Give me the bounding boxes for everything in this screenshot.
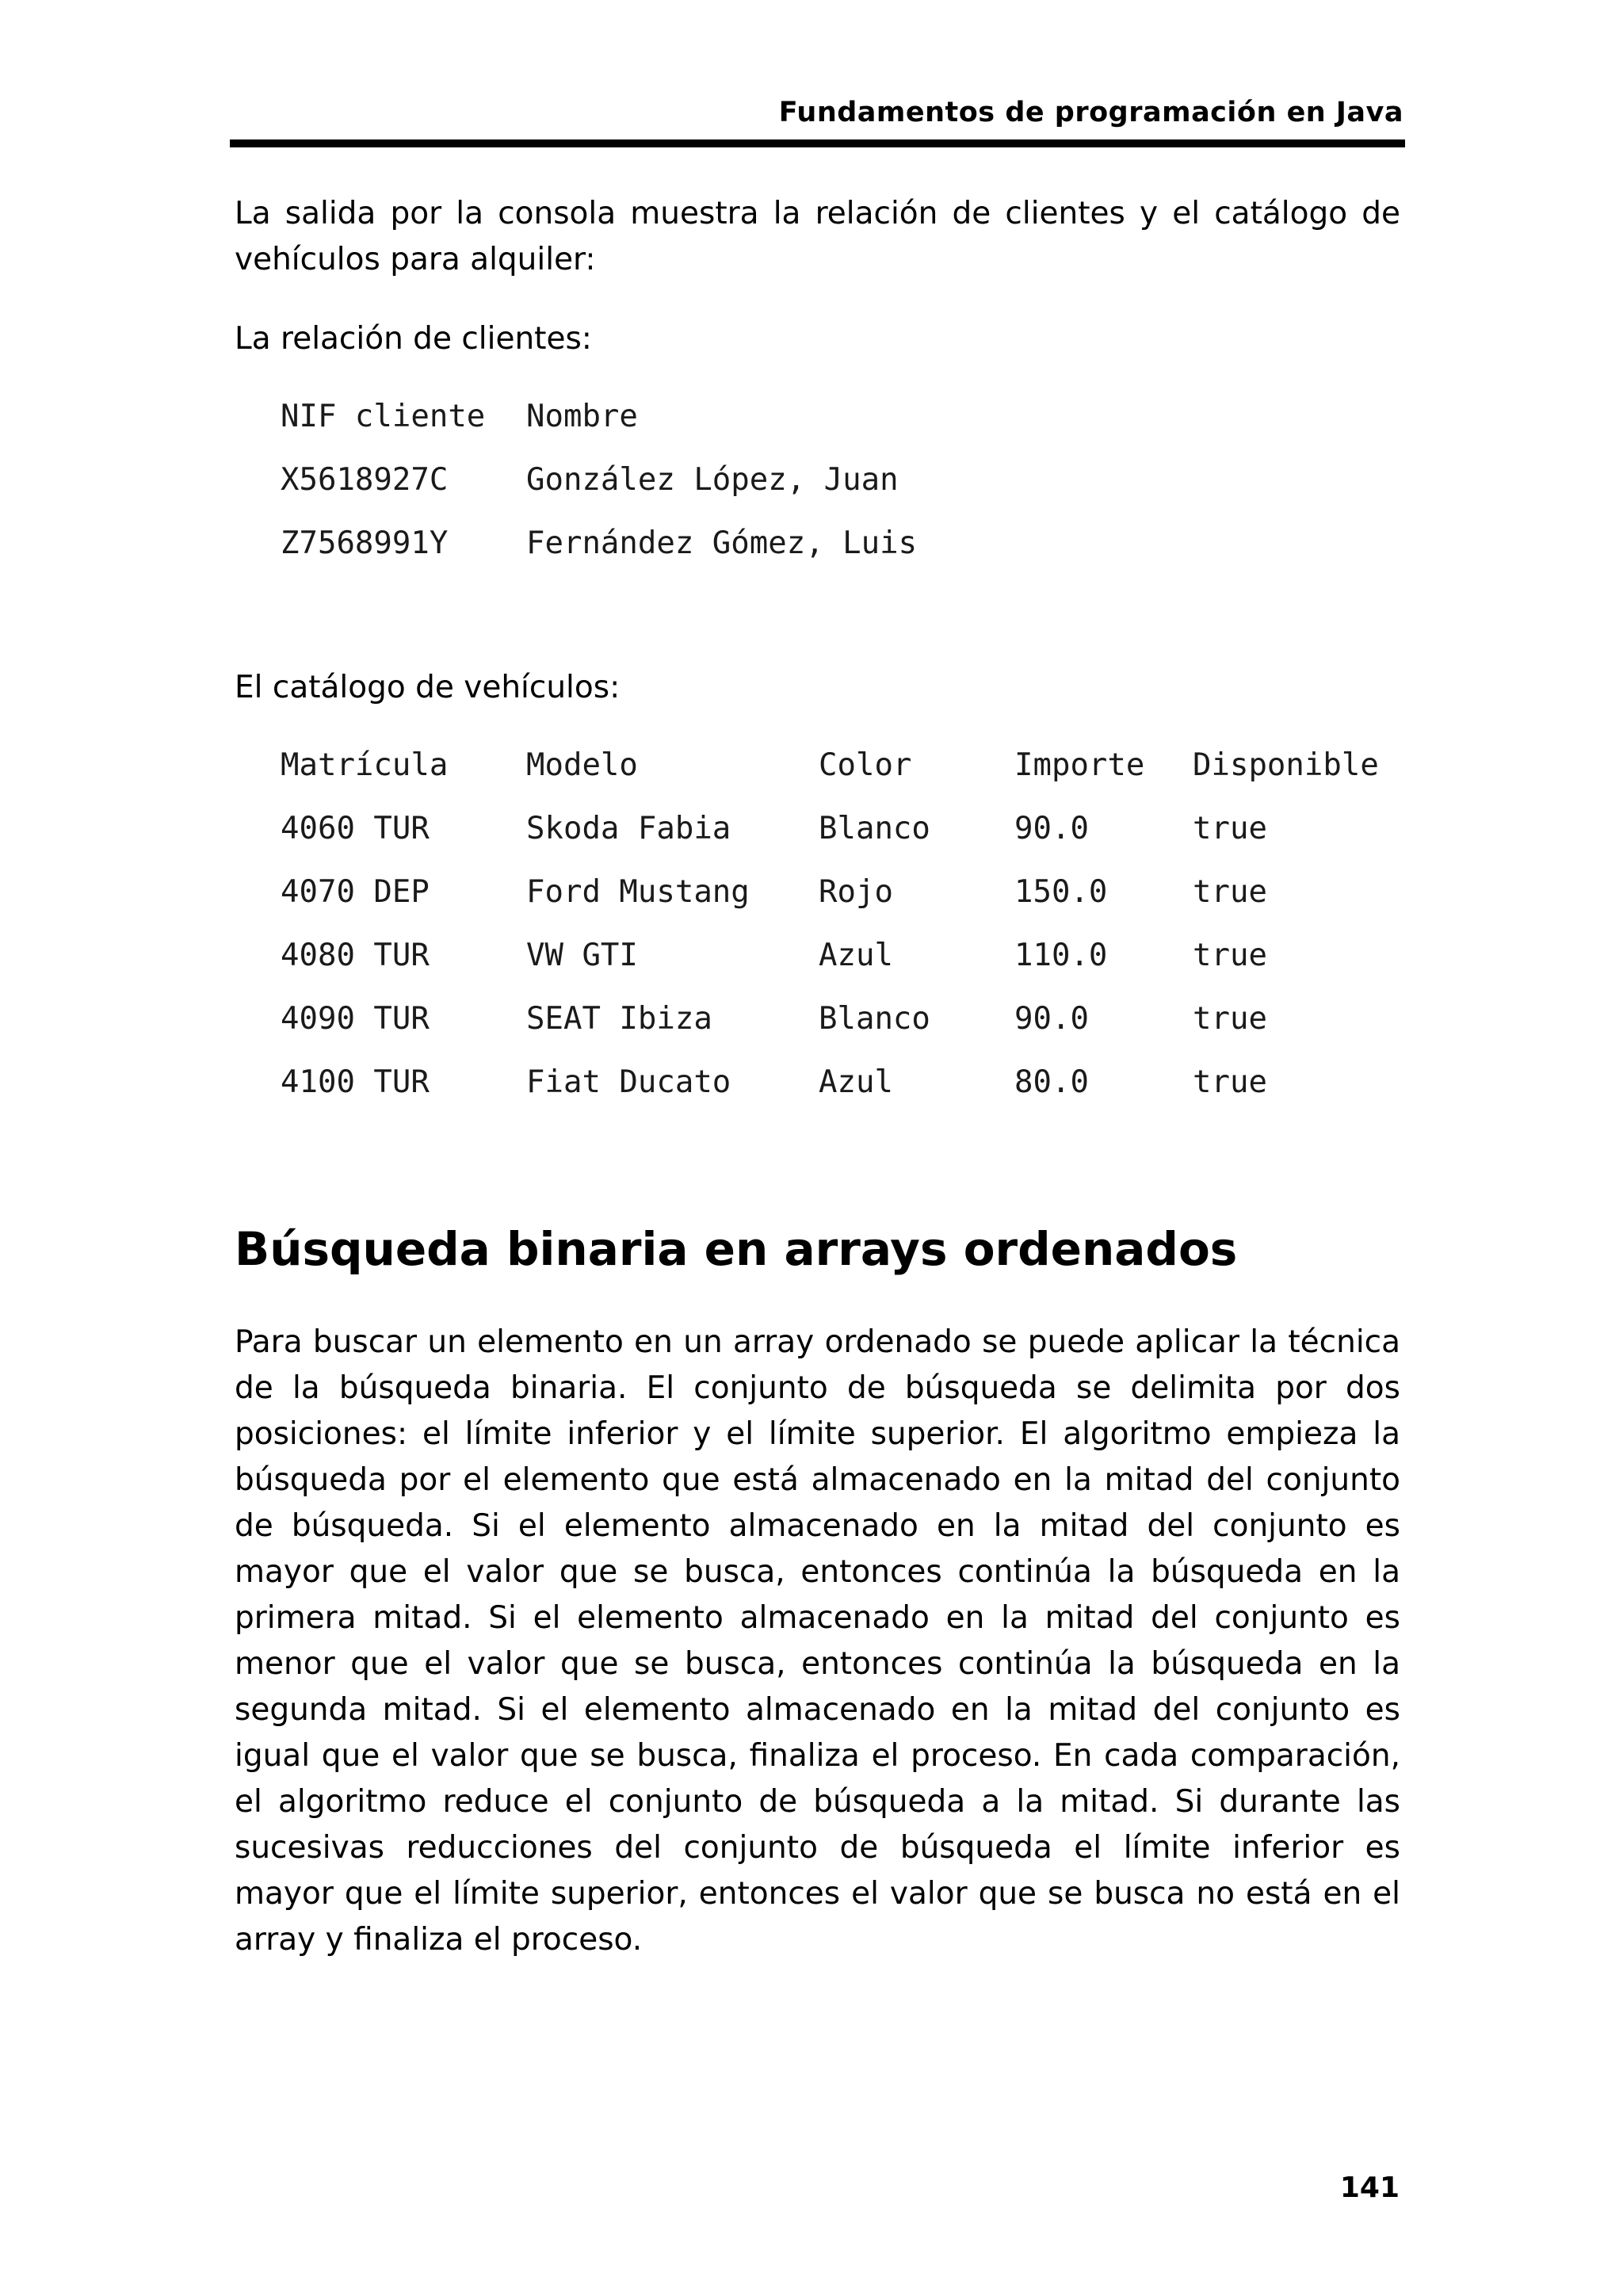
clients-cell: Fernández Gómez, Luis: [526, 525, 918, 561]
section-body-paragraph: Para buscar un elemento en un array ordenado se puede aplicar la técnica de la búsqueda binaria. El conjunto de búsqueda se delimita por dos posiciones: el límite inferior y el límite superior. El algoritmo empieza la búsqueda por el elemento que está almacenado en la mitad del conjunto de búsqueda. Si el elemento almacenado en la mitad del conjunto es mayor que el valor que se busca, entonces continúa la búsqueda en la primera mitad. Si el elemento almacenado en la mitad del conjunto es menor que el valor que se busca, entonces continúa la búsqueda en la segunda mitad. Si el elemento almacenado en la mitad del conjunto es igual que el valor que se busca, finaliza el proceso. En cada comparación, el algoritmo reduce el conjunto de búsqueda a la mitad. Si durante las sucesivas reducciones del conjunto de búsqueda el límite inferior es mayor que el límite superior, entonces el valor que se busca no está en el array y finaliza el proceso.: [235, 1324, 1400, 1958]
clients-column-header: NIF cliente: [281, 399, 486, 434]
catalog-cell: Ford Mustang: [526, 874, 750, 910]
catalog-cell: Fiat Ducato: [526, 1064, 731, 1100]
catalog-cell: true: [1193, 1001, 1267, 1037]
catalog-cell: 4090 TUR: [281, 1001, 430, 1037]
catalog-column-header: Color: [819, 747, 912, 783]
catalog-cell: Blanco: [819, 811, 930, 846]
catalog-cell: true: [1193, 811, 1267, 846]
catalog-cell: 4070 DEP: [281, 874, 430, 910]
catalog-cell: Azul: [819, 1064, 893, 1100]
catalog-column-header: Importe: [1014, 747, 1145, 783]
catalog-cell: 90.0: [1014, 1001, 1089, 1037]
catalog-column-header: Modelo: [526, 747, 638, 783]
catalog-label: El catálogo de vehículos:: [235, 670, 621, 705]
catalog-cell: Azul: [819, 938, 893, 973]
catalog-cell: SEAT Ibiza: [526, 1001, 712, 1037]
catalog-cell: true: [1193, 1064, 1267, 1100]
catalog-cell: 80.0: [1014, 1064, 1089, 1100]
catalog-cell: 150.0: [1014, 874, 1108, 910]
catalog-cell: 4060 TUR: [281, 811, 430, 846]
catalog-cell: true: [1193, 938, 1267, 973]
catalog-cell: 110.0: [1014, 938, 1108, 973]
clients-label: La relación de clientes:: [235, 321, 592, 357]
clients-cell: Z7568991Y: [281, 525, 449, 561]
catalog-cell: Skoda Fabia: [526, 811, 731, 846]
catalog-cell: Blanco: [819, 1001, 930, 1037]
catalog-cell: VW GTI: [526, 938, 638, 973]
running-header-title: Fundamentos de programación en Java: [778, 97, 1403, 128]
catalog-cell: true: [1193, 874, 1267, 910]
page-number: 141: [1339, 2172, 1400, 2204]
header-rule: [230, 139, 1405, 147]
clients-column-header: Nombre: [526, 399, 638, 434]
section-heading: Búsqueda binaria en arrays ordenados: [235, 1222, 1238, 1276]
catalog-column-header: Disponible: [1193, 747, 1379, 783]
intro-paragraph: La salida por la consola muestra la relación de clientes y el catálogo de vehículos para alquiler:: [235, 196, 1400, 277]
clients-cell: X5618927C: [281, 462, 449, 498]
catalog-cell: Rojo: [819, 874, 893, 910]
catalog-cell: 4080 TUR: [281, 938, 430, 973]
catalog-column-header: Matrícula: [281, 747, 449, 783]
clients-cell: González López, Juan: [526, 462, 899, 498]
catalog-cell: 90.0: [1014, 811, 1089, 846]
catalog-cell: 4100 TUR: [281, 1064, 430, 1100]
